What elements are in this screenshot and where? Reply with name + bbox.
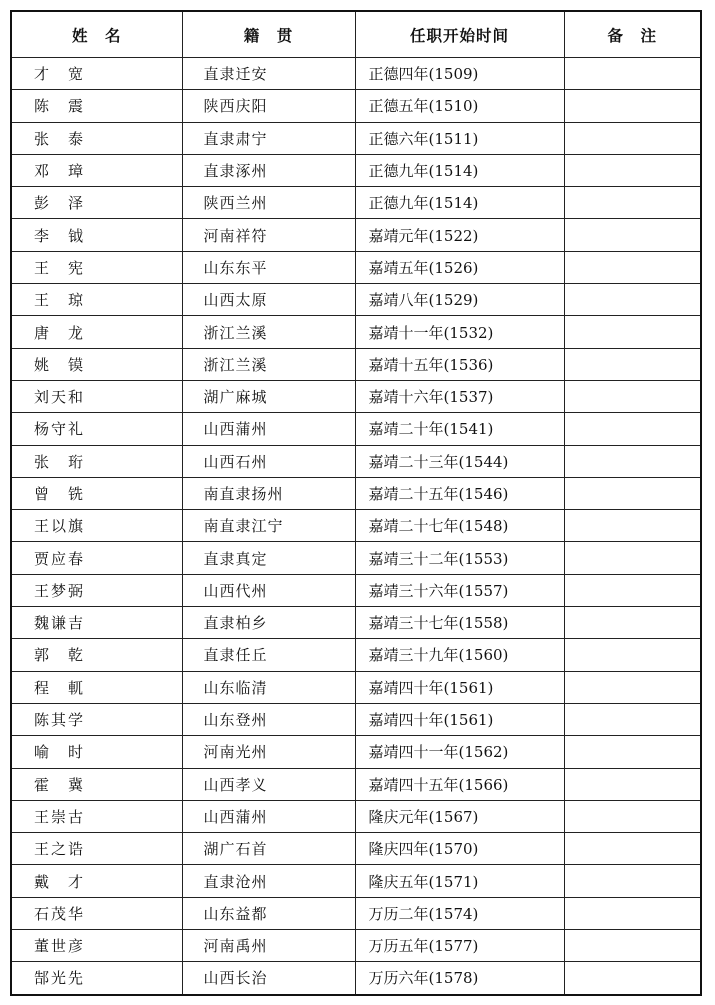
cell-origin: 直隶真定	[182, 542, 355, 574]
header-note: 备 注	[564, 11, 701, 58]
cell-name: 郭 乾	[11, 639, 182, 671]
cell-origin: 河南禹州	[182, 930, 355, 962]
cell-start-time: 嘉靖三十二年(1553)	[355, 542, 564, 574]
table-row	[11, 348, 701, 380]
cell-name: 杨守礼	[11, 413, 182, 445]
cell-start-time: 隆庆元年(1567)	[355, 800, 564, 832]
cell-name: 彭 泽	[11, 187, 182, 219]
cell-name: 陈其学	[11, 703, 182, 735]
cell-name: 戴 才	[11, 865, 182, 897]
table-row	[11, 542, 701, 574]
table-row	[11, 58, 701, 90]
table-row	[11, 962, 701, 995]
cell-origin: 山西蒲州	[182, 413, 355, 445]
cell-note	[564, 574, 701, 606]
cell-origin: 山西孝义	[182, 768, 355, 800]
cell-note	[564, 316, 701, 348]
cell-name: 邓 璋	[11, 154, 182, 186]
cell-start-time: 隆庆四年(1570)	[355, 833, 564, 865]
cell-start-time: 嘉靖八年(1529)	[355, 284, 564, 316]
cell-name: 陈 震	[11, 90, 182, 122]
officials-table	[10, 10, 702, 996]
cell-name: 王之诰	[11, 833, 182, 865]
cell-note	[564, 510, 701, 542]
cell-origin: 山东登州	[182, 703, 355, 735]
table-row	[11, 671, 701, 703]
cell-origin: 山东临清	[182, 671, 355, 703]
cell-name: 张 珩	[11, 445, 182, 477]
cell-start-time: 正德九年(1514)	[355, 154, 564, 186]
cell-start-time: 嘉靖五年(1526)	[355, 251, 564, 283]
table-row	[11, 736, 701, 768]
table-row	[11, 90, 701, 122]
cell-name: 王 宪	[11, 251, 182, 283]
cell-origin: 湖广麻城	[182, 380, 355, 412]
cell-note	[564, 251, 701, 283]
cell-note	[564, 833, 701, 865]
table-row	[11, 639, 701, 671]
table-row	[11, 865, 701, 897]
cell-note	[564, 639, 701, 671]
cell-note	[564, 865, 701, 897]
table-row	[11, 251, 701, 283]
cell-note	[564, 413, 701, 445]
cell-origin: 山东东平	[182, 251, 355, 283]
table-row	[11, 768, 701, 800]
cell-name: 姚 镆	[11, 348, 182, 380]
header-origin: 籍 贯	[182, 11, 355, 58]
cell-origin: 浙江兰溪	[182, 348, 355, 380]
table-row	[11, 380, 701, 412]
cell-start-time: 嘉靖三十七年(1558)	[355, 607, 564, 639]
cell-name: 程 軏	[11, 671, 182, 703]
cell-name: 霍 冀	[11, 768, 182, 800]
cell-start-time: 嘉靖四十一年(1562)	[355, 736, 564, 768]
cell-note	[564, 671, 701, 703]
cell-note	[564, 768, 701, 800]
table-row	[11, 510, 701, 542]
cell-note	[564, 219, 701, 251]
cell-origin: 山东益都	[182, 897, 355, 929]
cell-name: 魏谦吉	[11, 607, 182, 639]
cell-name: 唐 龙	[11, 316, 182, 348]
table-row	[11, 122, 701, 154]
cell-note	[564, 703, 701, 735]
header-start-time: 任职开始时间	[355, 11, 564, 58]
cell-note	[564, 800, 701, 832]
cell-origin: 直隶肃宁	[182, 122, 355, 154]
cell-start-time: 嘉靖十六年(1537)	[355, 380, 564, 412]
cell-note	[564, 122, 701, 154]
cell-start-time: 万历五年(1577)	[355, 930, 564, 962]
cell-name: 王梦弼	[11, 574, 182, 606]
table-row	[11, 477, 701, 509]
cell-note	[564, 90, 701, 122]
header-row	[11, 11, 701, 58]
cell-origin: 陕西兰州	[182, 187, 355, 219]
cell-origin: 山西太原	[182, 284, 355, 316]
cell-name: 王 琼	[11, 284, 182, 316]
header-name: 姓 名	[11, 11, 182, 58]
table-row	[11, 187, 701, 219]
table-row	[11, 833, 701, 865]
cell-note	[564, 348, 701, 380]
table-row	[11, 219, 701, 251]
cell-name: 喻 时	[11, 736, 182, 768]
cell-start-time: 嘉靖三十九年(1560)	[355, 639, 564, 671]
cell-start-time: 万历六年(1578)	[355, 962, 564, 995]
cell-origin: 直隶迁安	[182, 58, 355, 90]
table-body	[11, 58, 701, 995]
cell-note	[564, 380, 701, 412]
cell-start-time: 隆庆五年(1571)	[355, 865, 564, 897]
cell-origin: 陕西庆阳	[182, 90, 355, 122]
table-row	[11, 930, 701, 962]
table-row	[11, 607, 701, 639]
cell-note	[564, 736, 701, 768]
cell-origin: 河南祥符	[182, 219, 355, 251]
cell-start-time: 正德四年(1509)	[355, 58, 564, 90]
cell-name: 张 泰	[11, 122, 182, 154]
cell-start-time: 正德九年(1514)	[355, 187, 564, 219]
cell-origin: 直隶柏乡	[182, 607, 355, 639]
officials-table-container	[10, 10, 700, 996]
cell-origin: 河南光州	[182, 736, 355, 768]
cell-note	[564, 542, 701, 574]
table-row	[11, 154, 701, 186]
cell-start-time: 嘉靖四十五年(1566)	[355, 768, 564, 800]
cell-note	[564, 284, 701, 316]
cell-note	[564, 477, 701, 509]
cell-start-time: 嘉靖三十六年(1557)	[355, 574, 564, 606]
cell-note	[564, 897, 701, 929]
cell-start-time: 嘉靖四十年(1561)	[355, 671, 564, 703]
cell-start-time: 嘉靖十五年(1536)	[355, 348, 564, 380]
cell-note	[564, 962, 701, 995]
table-row	[11, 445, 701, 477]
table-row	[11, 800, 701, 832]
cell-name: 曾 铣	[11, 477, 182, 509]
cell-name: 王以旗	[11, 510, 182, 542]
cell-start-time: 嘉靖十一年(1532)	[355, 316, 564, 348]
cell-origin: 南直隶江宁	[182, 510, 355, 542]
cell-start-time: 嘉靖二十三年(1544)	[355, 445, 564, 477]
cell-start-time: 嘉靖二十年(1541)	[355, 413, 564, 445]
table-row	[11, 413, 701, 445]
cell-start-time: 嘉靖二十七年(1548)	[355, 510, 564, 542]
cell-origin: 浙江兰溪	[182, 316, 355, 348]
cell-name: 才 宽	[11, 58, 182, 90]
cell-origin: 直隶任丘	[182, 639, 355, 671]
cell-start-time: 正德六年(1511)	[355, 122, 564, 154]
cell-origin: 山西代州	[182, 574, 355, 606]
cell-origin: 直隶沧州	[182, 865, 355, 897]
table-row	[11, 574, 701, 606]
cell-origin: 南直隶扬州	[182, 477, 355, 509]
cell-start-time: 正德五年(1510)	[355, 90, 564, 122]
cell-note	[564, 187, 701, 219]
cell-name: 刘天和	[11, 380, 182, 412]
cell-origin: 山西蒲州	[182, 800, 355, 832]
cell-note	[564, 58, 701, 90]
cell-origin: 山西长治	[182, 962, 355, 995]
cell-note	[564, 154, 701, 186]
cell-start-time: 嘉靖二十五年(1546)	[355, 477, 564, 509]
cell-origin: 山西石州	[182, 445, 355, 477]
cell-start-time: 嘉靖元年(1522)	[355, 219, 564, 251]
cell-start-time: 万历二年(1574)	[355, 897, 564, 929]
cell-note	[564, 445, 701, 477]
cell-name: 郜光先	[11, 962, 182, 995]
table-row	[11, 284, 701, 316]
cell-name: 董世彦	[11, 930, 182, 962]
cell-name: 石茂华	[11, 897, 182, 929]
cell-name: 贾应春	[11, 542, 182, 574]
cell-note	[564, 930, 701, 962]
cell-note	[564, 607, 701, 639]
cell-origin: 直隶涿州	[182, 154, 355, 186]
table-row	[11, 703, 701, 735]
cell-name: 李 钺	[11, 219, 182, 251]
cell-origin: 湖广石首	[182, 833, 355, 865]
cell-name: 王崇古	[11, 800, 182, 832]
table-row	[11, 897, 701, 929]
cell-start-time: 嘉靖四十年(1561)	[355, 703, 564, 735]
table-row	[11, 316, 701, 348]
